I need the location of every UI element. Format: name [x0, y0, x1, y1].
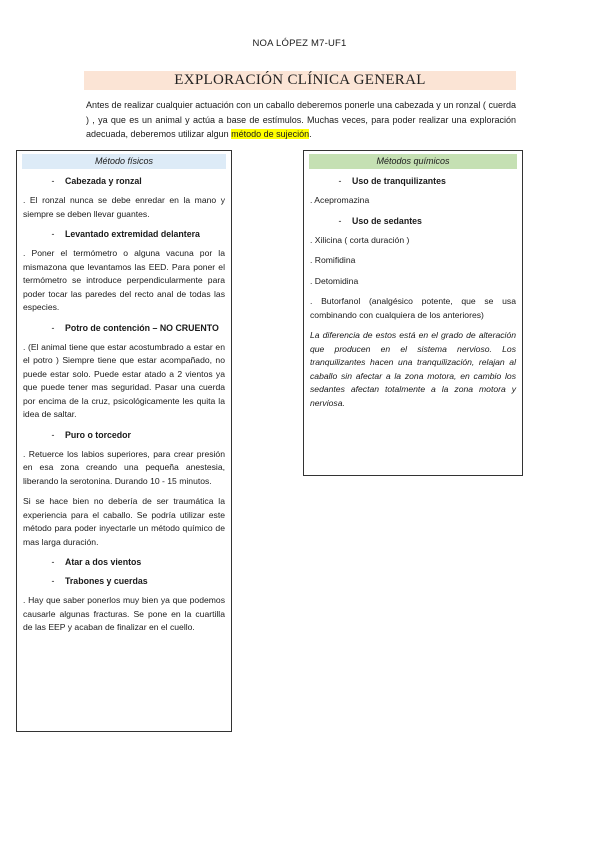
bullet-item	[23, 228, 225, 241]
physical-methods-heading: Método físicos	[22, 154, 226, 169]
author-header: NOA LÓPEZ M7-UF1	[252, 38, 347, 49]
bullet-text: Cabezada y ronzal	[65, 176, 142, 186]
intro-paragraph	[86, 98, 516, 142]
paragraph: . El ronzal nunca se debe enredar en la mano y siempre se deben llevar guantes.	[23, 195, 225, 219]
bullet-text: Puro o torcedor	[65, 429, 131, 440]
bullet-text: Trabones y cuerdas	[65, 576, 148, 586]
bullet-item	[310, 175, 516, 188]
paragraph: . Detomidina	[310, 275, 359, 286]
bullet-text: Levantado extremidad delantera	[65, 229, 200, 239]
paragraph: . (El animal tiene que estar acostumbrado a estar en el potro ) Siempre tiene que estar acompañado, no puede estar solo. Puede estar atado a 2 vientos ya que puede tener mas seguridad. Pasar una cuerda por encima de la cruz, psicológicamente les quita la idea de saltar.	[23, 341, 225, 419]
bullet-item	[23, 575, 225, 588]
paragraph: . Acepromazina	[310, 195, 370, 205]
bullet-text: Atar a dos vientos	[65, 557, 142, 567]
dash-bullet-icon: -	[51, 322, 55, 333]
paragraph: Si se hace bien no debería de ser traumática la experiencia para el caballo. Se podría utilizar este método para poder inyectarle un método químico de mas larga duración.	[23, 496, 225, 547]
dash-bullet-icon: -	[51, 176, 55, 186]
bullet-item	[23, 322, 225, 335]
paragraph: . Poner el termómetro o alguna vacuna por la mismazona que levantamos las EED. Para poner el termómetro se introduce perpendicularmente para poder tocar las paredes del recto anal de todas las especies.	[23, 248, 225, 312]
dash-bullet-icon: -	[51, 229, 55, 239]
bullet-text: Uso de tranquilizantes	[352, 176, 446, 186]
dash-bullet-icon: -	[338, 176, 342, 186]
paragraph: . Butorfanol (analgésico potente, que se usa combinando con cualquiera de los anteriores)	[310, 296, 516, 320]
paragraph: . Retuerce los labios superiores, para crear presión en esa zona creando una pequeña anestesia, liberando la serotonina. Durando 10 - 15 minutos.	[23, 448, 225, 486]
intro-end: .	[309, 129, 312, 139]
intro-text: Antes de realizar cualquier actuación con un caballo deberemos ponerle una cabezada y un ronzal ( cuerda ) , ya que es un animal y actúa a base de estímulos. Muchas veces, para poder realizar una exploración adecuada, deberemos utilizar algun	[86, 100, 516, 139]
dash-bullet-icon: -	[338, 215, 342, 226]
physical-methods-list	[23, 175, 225, 635]
paragraph: . Xilicina ( corta duración )	[310, 234, 410, 245]
paragraph: . Hay que saber ponerlos muy bien ya que podemos causarle algunas fracturas. Se pone en la cuartilla de las EEP y acaban de finalizar en el cuello.	[23, 595, 225, 632]
bullet-item	[23, 556, 225, 569]
chemical-methods-list	[310, 175, 516, 410]
dash-bullet-icon: -	[51, 557, 55, 567]
bullet-item	[310, 215, 516, 228]
dash-bullet-icon: -	[51, 429, 55, 440]
physical-methods-box	[16, 150, 232, 732]
paragraph: . Romifidina	[310, 255, 356, 265]
chemical-methods-heading: Métodos químicos	[309, 154, 517, 169]
bullet-item	[23, 429, 225, 442]
page-title: EXPLORACIÓN CLÍNICA GENERAL	[84, 71, 516, 90]
highlighted-term: método de sujeción	[231, 129, 310, 139]
bullet-text: Potro de contención – NO CRUENTO	[65, 322, 219, 333]
note-paragraph: La diferencia de estos está en el grado de alteración que producen en el sistema nervioso. Los tranquilizantes hacen una tranquilización, relajan al caballo sin afectar a la zona motora, en cambio los sedantes afectan totalmente a la zona motora y nerviosa.	[310, 330, 516, 408]
dash-bullet-icon: -	[51, 576, 55, 586]
chemical-methods-box	[303, 150, 523, 476]
bullet-text: Uso de sedantes	[352, 215, 422, 226]
bullet-item	[23, 175, 225, 188]
